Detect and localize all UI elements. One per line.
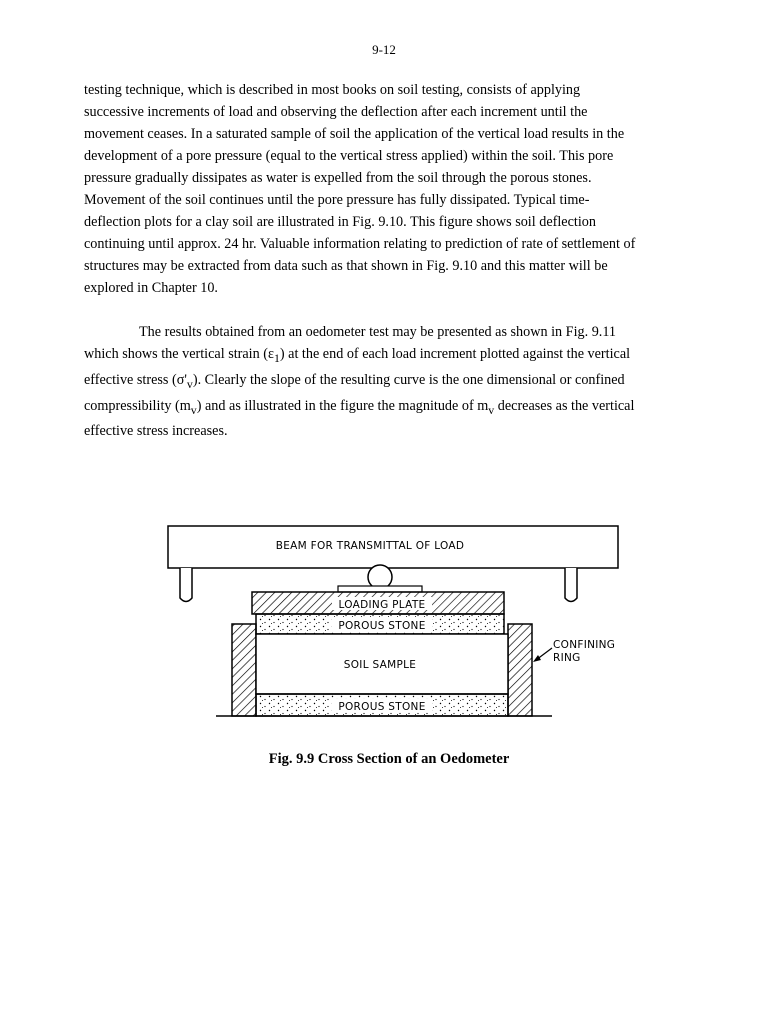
text-run: decreases as the vertical: [494, 397, 635, 414]
text-run: compressibility (m: [84, 397, 191, 414]
text-run: ) at the end of each load increment plotted against the vertical: [279, 346, 631, 362]
porous-stone-bottom-label: POROUS STONE: [338, 701, 426, 713]
subscript: v: [488, 402, 495, 417]
paragraph-1: [84, 79, 704, 299]
paragraph-line: [84, 343, 704, 369]
subscript: 1: [273, 350, 280, 365]
confining-ring-label-1: CONFINING: [553, 639, 616, 651]
page-number: 9-12: [372, 42, 396, 57]
text-run: ). Clearly the slope of the resulting curve is the one dimensional or confined: [192, 371, 625, 388]
figure-caption: Fig. 9.9 Cross Section of an Oedometer: [268, 751, 510, 767]
beam-label: BEAM FOR TRANSMITTAL OF LOAD: [275, 540, 465, 552]
oedometer-figure: [160, 520, 620, 730]
paragraph-line: effective stress increases.: [84, 423, 228, 440]
leader-arrowhead: [533, 655, 541, 662]
beam-leg-left: [180, 568, 192, 602]
text-run: which shows the vertical strain (ε: [84, 346, 274, 362]
paragraph-line: explored in Chapter 10.: [84, 280, 218, 296]
soil-sample-label: SOIL SAMPLE: [343, 659, 417, 671]
loading-boss: [338, 586, 422, 592]
paragraph-line: deflection plots for a clay soil are illustrated in Fig. 9.10. This figure shows soil deflection: [84, 214, 596, 230]
paragraph-line: development of a pore pressure (equal to the vertical stress applied) within the soil. This pore: [84, 148, 614, 164]
paragraph-line: successive increments of load and observing the deflection after each increment until the: [84, 104, 588, 120]
paragraph-2: [84, 321, 704, 442]
subscript: v: [186, 376, 193, 391]
paragraph-line: pressure gradually dissipates as water is expelled from the soil through the porous stones.: [84, 170, 592, 186]
paragraph-line: Movement of the soil continues until the pore pressure has fully dissipated. Typical time-: [84, 192, 590, 208]
confining-ring-left: [232, 624, 256, 716]
paragraph-line: [84, 395, 704, 421]
subscript: v: [190, 402, 197, 417]
porous-stone-top-label: POROUS STONE: [338, 620, 426, 632]
paragraph-line: continuing until approx. 24 hr. Valuable information relating to prediction of rate of settlement of: [84, 236, 636, 252]
text-run: effective stress (σ': [84, 371, 187, 388]
paragraph-line: movement ceases. In a saturated sample of soil the application of the vertical load results in the: [84, 126, 625, 142]
loading-plate-label: LOADING PLATE: [338, 599, 426, 611]
paragraph-line: The results obtained from an oedometer test may be presented as shown in Fig. 9.11: [139, 324, 617, 340]
text-run: ) and as illustrated in the figure the magnitude of m: [196, 397, 489, 414]
paragraph-line: structures may be extracted from data such as that shown in Fig. 9.10 and this matter will be: [84, 258, 608, 274]
confining-ring-label-2: RING: [553, 652, 581, 664]
paragraph-line: testing technique, which is described in most books on soil testing, consists of applying: [84, 82, 581, 98]
confining-ring-right: [508, 624, 532, 716]
beam-leg-right: [565, 568, 577, 602]
oedometer-diagram: [160, 520, 620, 730]
paragraph-line: [84, 369, 704, 395]
